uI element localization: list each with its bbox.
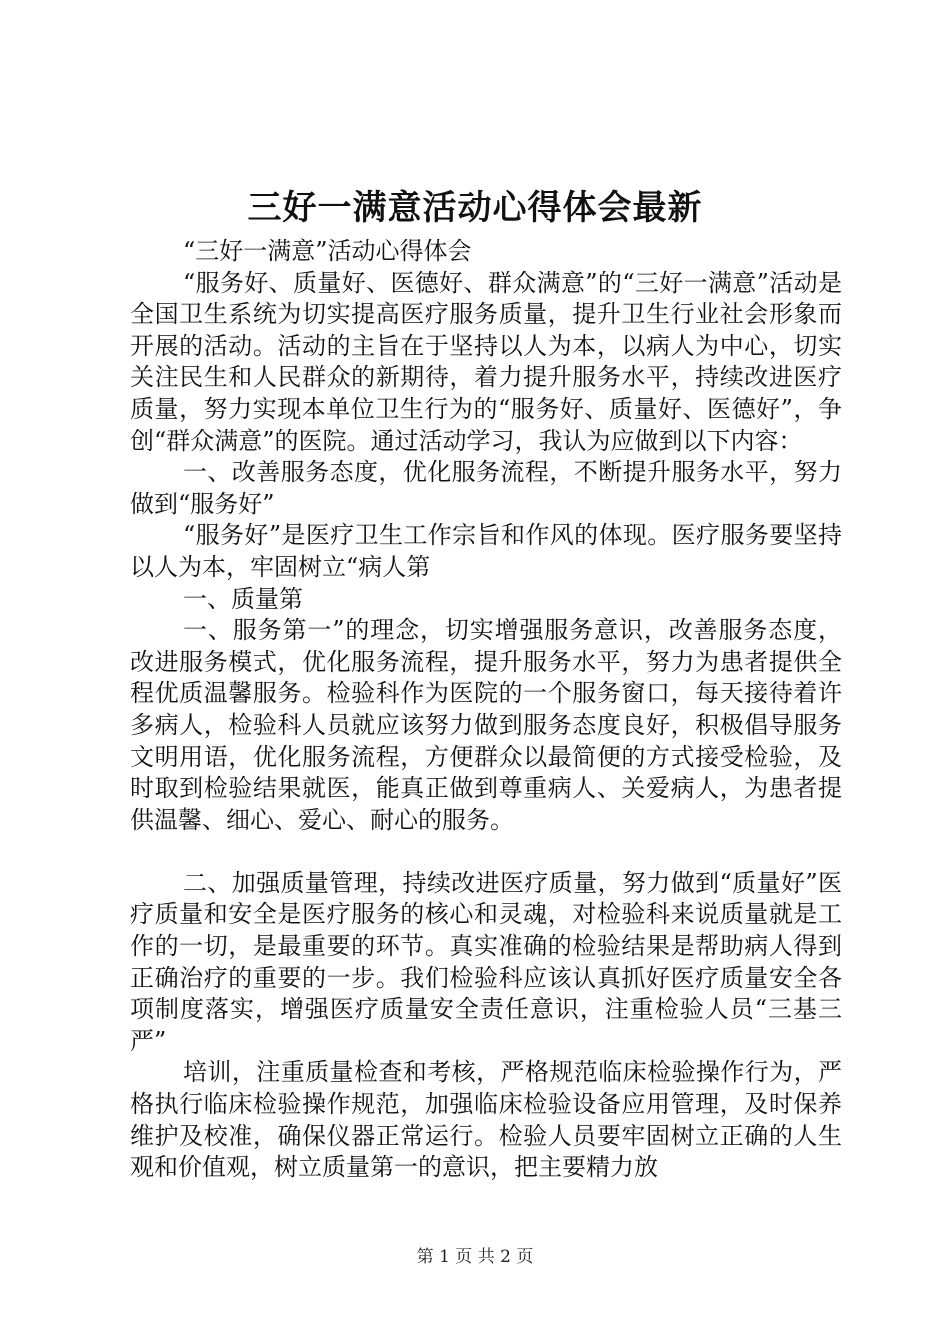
paragraph-section-one-heading: 一、改善服务态度，优化服务流程，不断提升服务水平，努力做到“服务好” — [130, 458, 842, 518]
paragraph-quality-first: 一、质量第 — [183, 584, 303, 613]
document-title: 三好一满意活动心得体会最新 — [247, 188, 703, 228]
page-footer: 第 1 页 共 2 页 — [416, 1247, 534, 1267]
paragraph-section-two: 二、加强质量管理，持续改进医疗质量，努力做到“质量好”医疗质量和安全是医疗服务的核心和灵魂，对检验科来说质量就是工作的一切，是最重要的环节。真实准确的检验结果是帮助病人得到正确治疗的重要的一步。我们检验科应该认真抓好医疗质量安全各项制度落实，增强医疗质量安全责任意识，注重检验人员“三基三严” — [130, 868, 842, 1055]
paragraph-service: “服务好”是医疗卫生工作宗旨和作风的体现。医疗服务要坚持以人为本，牢固树立“病人第 — [130, 521, 842, 581]
paragraph-training: 培训，注重质量检查和考核，严格规范临床检验操作行为，严格执行临床检验操作规范，加强临床检验设备应用管理，及时保养维护及校准，确保仪器正常运行。检验人员要牢固树立正确的人生观和价值观，树立质量第一的意识，把主要精力放 — [130, 1058, 842, 1182]
paragraph-subtitle: “三好一满意”活动心得体会 — [183, 237, 472, 265]
document-body — [130, 236, 842, 1184]
paragraph-service-first: 一、服务第一”的理念，切实增强服务意识，改善服务态度，改进服务模式，优化服务流程，提升服务水平，努力为患者提供全程优质温馨服务。检验科作为医院的一个服务窗口，每天接待着许多病人，检验科人员就应该努力做到服务态度良好，积极倡导服务文明用语，优化服务流程，方便群众以最简便的方式接受检验，及时取到检验结果就医，能真正做到尊重病人、关爱病人，为患者提供温馨、细心、爱心、耐心的服务。 — [130, 616, 842, 834]
paragraph-intro: “服务好、质量好、医德好、群众满意”的“三好一满意”活动是全国卫生系统为切实提高医疗服务质量，提升卫生行业社会形象而开展的活动。活动的主旨在于坚持以人为本，以病人为中心，切实关注民生和人民群众的新期待，着力提升服务水平，持续改进医疗质量，努力实现本单位卫生行为的“服务好、质量好、医德好”，争创“群众满意”的医院。通过活动学习，我认为应做到以下内容： — [130, 268, 842, 455]
paragraph-gap — [130, 836, 842, 868]
